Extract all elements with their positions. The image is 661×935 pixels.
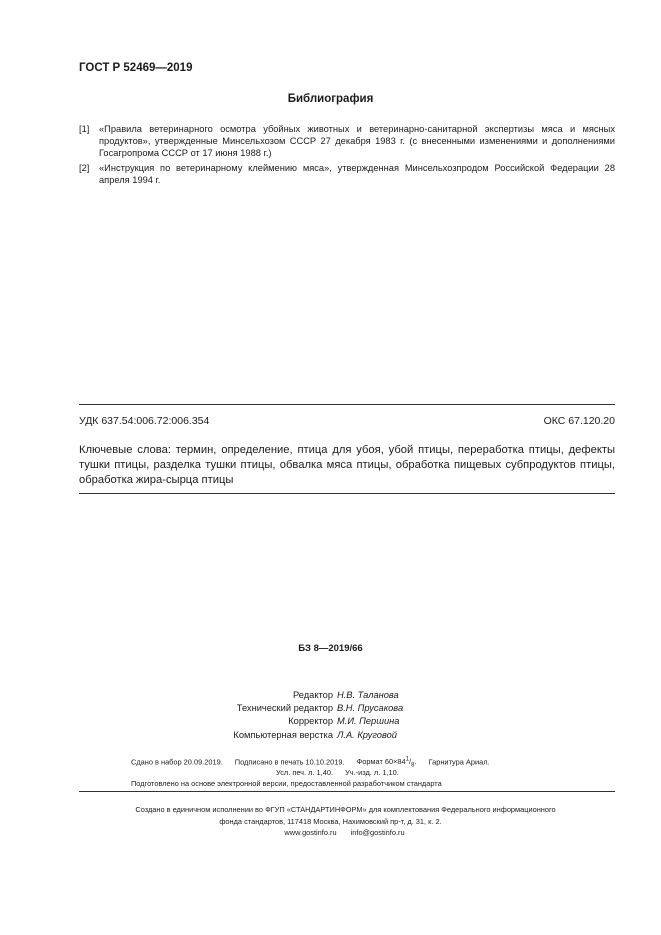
divider bbox=[79, 493, 615, 494]
imprint-submitted: Сдано в набор 20.09.2019. bbox=[131, 757, 223, 767]
udk-code: УДК 637.54:006.72:006.354 bbox=[79, 415, 210, 427]
standard-id: ГОСТ Р 52469—2019 bbox=[79, 62, 193, 74]
bibliography-entry-text: «Инструкция по ветеринарному клеймению мяса», утвержденная Минсельхозпродом Российской Федерации 28 апреля 1994 г. bbox=[99, 163, 615, 186]
staff-name: М.И. Першина bbox=[337, 716, 400, 727]
bibliography-title: Библиография bbox=[287, 93, 374, 105]
bibliography-entry-text: «Правила ветеринарного осмотра убойных животных и ветеринарно-санитарной экспертизы мяса и мясных продуктов», утвержденные Минсельхозом СССР 27 декабря 1983 г. (с внесенными изменениями и дополнениями Госагропрома СССР от 17 июня 1988 г.) bbox=[99, 124, 615, 159]
website-link[interactable]: www.gostinfo.ru bbox=[284, 828, 337, 837]
imprint-typeface: Гарнитура Ариал. bbox=[428, 757, 490, 767]
staff-row bbox=[0, 715, 661, 728]
imprint-format: Формат $60\times 84^1/_8$. bbox=[356, 757, 417, 769]
staff-list bbox=[0, 689, 661, 742]
imprint-pub-sheets: Уч.-изд. л. 1,10. bbox=[345, 768, 399, 777]
footer-line-1: Создано в единичном исполнении во ФГУП «СТАНДАРТИНФОРМ» для комплектования Федерального информационного bbox=[135, 805, 556, 814]
staff-name: Л.А. Круговой bbox=[337, 729, 397, 740]
bibliography-entry-number: [2] bbox=[79, 163, 90, 173]
imprint-signed: Подписано в печать 10.10.2019. bbox=[234, 757, 345, 767]
staff-name: В.Н. Прусакова bbox=[337, 703, 404, 714]
staff-role: Редактор bbox=[292, 690, 333, 700]
imprint-format-denominator: 8 bbox=[411, 762, 415, 769]
bibliography-entry-number: [1] bbox=[79, 124, 90, 134]
staff-role: Компьютерная верстка bbox=[233, 729, 333, 740]
bz-code: БЗ 8—2019/66 bbox=[298, 643, 363, 654]
bibliography-entry bbox=[79, 162, 615, 186]
divider bbox=[79, 404, 615, 405]
bibliography-entry bbox=[79, 123, 615, 160]
email-link[interactable]: info@gostinfo.ru bbox=[350, 828, 405, 837]
publisher-footer bbox=[0, 804, 661, 839]
keywords: Ключевые слова: термин, определение, птица для убоя, убой птицы, переработка птицы, дефекты тушки птицы, разделка тушки птицы, обвалка мяса птицы, обработка пищевых субпродуктов птицы, обработка жира-сырца птицы bbox=[79, 444, 615, 486]
staff-role: Корректор bbox=[288, 716, 333, 727]
footer-line-2: фонда стандартов, 117418 Москва, Нахимовский пр-т, д. 31, к. 2. bbox=[219, 816, 442, 826]
staff-row bbox=[0, 729, 661, 742]
staff-name: Н.В. Таланова bbox=[337, 690, 399, 700]
imprint-format-numerator: 1 bbox=[405, 757, 410, 763]
divider bbox=[79, 791, 615, 792]
imprint-prepared: Подготовлено на основе электронной версии, предоставленной разработчиком стандарта bbox=[131, 779, 442, 788]
staff-role: Технический редактор bbox=[236, 703, 333, 714]
footer-links bbox=[0, 827, 661, 839]
staff-row bbox=[0, 689, 661, 702]
oks-code: ОКС 67.120.20 bbox=[543, 415, 615, 427]
staff-row bbox=[0, 702, 661, 715]
imprint-print-sheets: Усл. печ. л. 1,40. bbox=[276, 768, 333, 777]
